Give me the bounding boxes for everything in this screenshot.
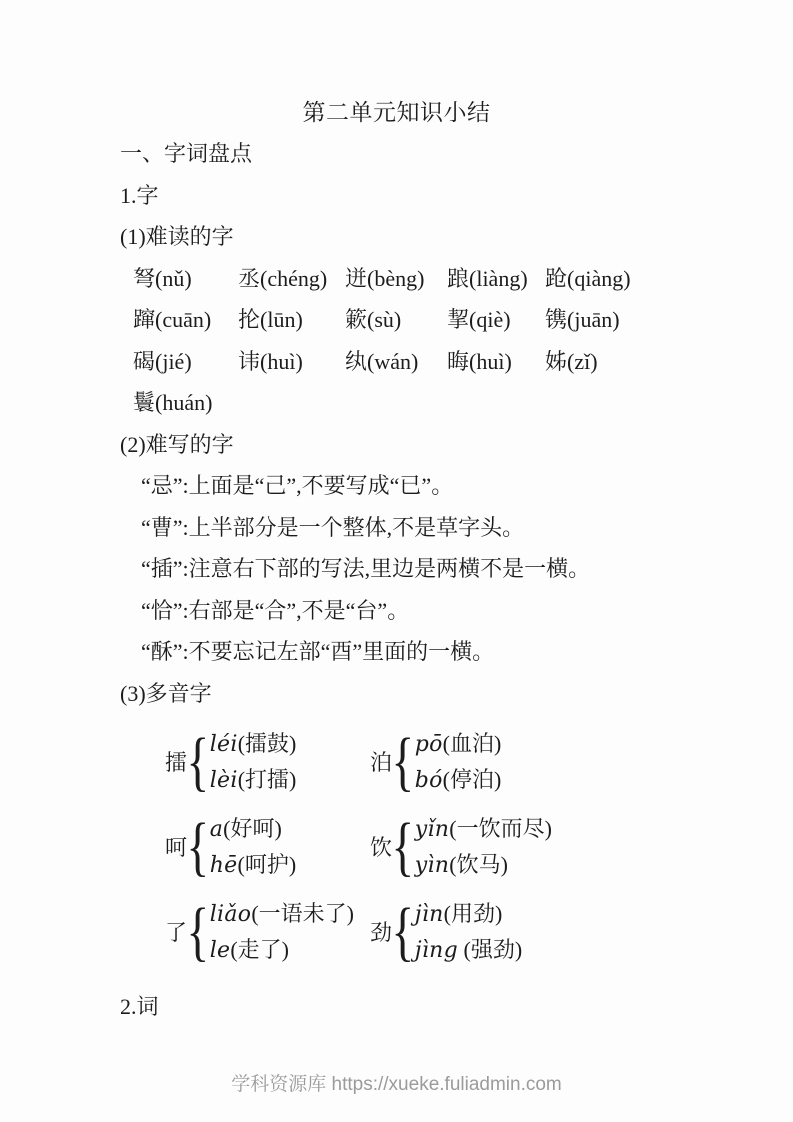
writing-note: “曹”:上半部分是一个整体,不是草字头。 — [141, 514, 525, 540]
character-pinyin-entry: 踉(liàng) — [447, 265, 528, 291]
left-brace-glyph: { — [391, 725, 415, 798]
reading-pinyin: hē — [209, 853, 238, 878]
reading-line — [415, 811, 552, 847]
polyphonic-group — [165, 726, 370, 798]
character-pinyin-entry: 姊(zǐ) — [545, 348, 598, 374]
polyphonic-char: 擂 — [165, 749, 188, 775]
reading-line — [210, 896, 354, 932]
character-pinyin-entry: 晦(huì) — [447, 348, 512, 374]
hard-read-row — [120, 257, 723, 299]
reading-pinyin: pō — [414, 732, 443, 757]
character-pinyin-entry: 挈(qiè) — [447, 307, 511, 333]
character-pinyin-entry: 弩(nǔ) — [133, 265, 192, 291]
reading-word: (好呵) — [223, 816, 282, 841]
character-pinyin-entry: 迸(bèng) — [345, 265, 425, 291]
heading-hard-to-read: (1)难读的字 — [120, 224, 234, 250]
reading-pinyin: jìn — [414, 902, 444, 927]
reading-word: (打擂) — [237, 767, 297, 792]
left-brace-glyph: { — [186, 810, 210, 883]
reading-list — [415, 726, 502, 798]
character-pinyin-entry: 纨(wán) — [345, 348, 419, 374]
left-brace-glyph: { — [186, 725, 210, 798]
section-heading-word-inventory: 一、字词盘点 — [120, 141, 253, 167]
polyphonic-char: 饮 — [370, 834, 393, 860]
polyphonic-char: 劲 — [370, 919, 393, 945]
polyphonic-row — [120, 811, 723, 883]
reading-pinyin: léi — [209, 732, 238, 757]
reading-word: (血泊) — [442, 731, 502, 756]
writing-note: “插”:注意右下部的写法,里边是两横不是一横。 — [141, 556, 591, 582]
reading-word: (用劲) — [443, 901, 503, 926]
reading-word: (走了) — [230, 937, 290, 962]
reading-pinyin: bó — [414, 768, 443, 793]
heading-hard-to-write: (2)难写的字 — [120, 431, 234, 457]
reading-word: (一饮而尽) — [449, 816, 552, 841]
polyphonic-group — [370, 896, 522, 968]
reading-line — [415, 726, 502, 762]
subheading-characters: 1.字 — [120, 182, 159, 208]
left-brace-glyph: { — [186, 895, 210, 968]
polyphonic-group — [165, 896, 370, 968]
reading-line — [210, 811, 296, 847]
reading-pinyin: yìn — [414, 853, 450, 878]
character-pinyin-entry: 碣(jié) — [133, 348, 192, 374]
reading-line — [415, 762, 502, 798]
reading-word: (一语未了) — [251, 901, 354, 926]
character-pinyin-entry: 簌(sù) — [345, 307, 402, 333]
reading-pinyin: liǎo — [209, 902, 252, 927]
character-pinyin-entry: 蹿(cuān) — [133, 307, 212, 333]
character-pinyin-entry: 讳(huì) — [238, 348, 303, 374]
subheading-words: 2.词 — [120, 994, 159, 1020]
heading-polyphonic: (3)多音字 — [120, 680, 212, 706]
hard-read-row — [120, 340, 723, 382]
reading-line — [210, 847, 296, 883]
polyphonic-row — [120, 896, 723, 968]
left-brace-glyph: { — [391, 895, 415, 968]
reading-pinyin: le — [209, 938, 231, 963]
writing-note: “忌”:上面是“己”,不要写成“已”。 — [141, 473, 454, 499]
reading-word: (呵护) — [237, 852, 297, 877]
left-brace-glyph: { — [391, 810, 415, 883]
character-pinyin-entry: 镌(juān) — [545, 307, 620, 333]
reading-line — [415, 847, 552, 883]
character-pinyin-entry: 跄(qiàng) — [545, 265, 631, 291]
reading-word: (强劲) — [458, 937, 523, 962]
reading-list — [210, 726, 297, 798]
reading-word: (停泊) — [442, 767, 502, 792]
reading-word: (饮马) — [449, 852, 508, 877]
character-pinyin-entry: 鬟(huán) — [133, 390, 213, 416]
reading-word: (擂鼓) — [237, 731, 297, 756]
polyphonic-char: 了 — [165, 919, 188, 945]
reading-list — [415, 896, 522, 968]
document-body — [0, 128, 793, 1027]
reading-pinyin: a — [209, 817, 224, 842]
reading-line — [415, 896, 522, 932]
polyphonic-char: 呵 — [165, 834, 188, 860]
footer-watermark: 学科资源库 https://xueke.fuliadmin.com — [231, 1074, 562, 1095]
reading-list — [210, 811, 296, 883]
reading-pinyin: yǐn — [414, 817, 450, 842]
reading-line — [210, 762, 297, 798]
reading-list — [415, 811, 552, 883]
reading-line — [415, 932, 522, 968]
reading-line — [210, 726, 297, 762]
writing-note: “恰”:右部是“合”,不是“台”。 — [141, 597, 410, 623]
reading-pinyin: jìng — [414, 938, 459, 963]
character-pinyin-entry: 丞(chéng) — [238, 265, 328, 291]
polyphonic-group — [165, 811, 370, 883]
reading-line — [210, 932, 354, 968]
reading-list — [210, 896, 354, 968]
hard-read-row — [120, 381, 723, 423]
polyphonic-group — [370, 811, 552, 883]
writing-note: “酥”:不要忘记左部“酉”里面的一横。 — [141, 639, 495, 665]
polyphonic-char: 泊 — [370, 749, 393, 775]
document-title: 第二单元知识小结 — [302, 100, 491, 125]
character-pinyin-entry: 抡(lūn) — [238, 307, 303, 333]
polyphonic-row — [120, 726, 723, 798]
reading-pinyin: lèi — [209, 768, 238, 793]
polyphonic-group — [370, 726, 501, 798]
hard-read-row — [120, 298, 723, 340]
